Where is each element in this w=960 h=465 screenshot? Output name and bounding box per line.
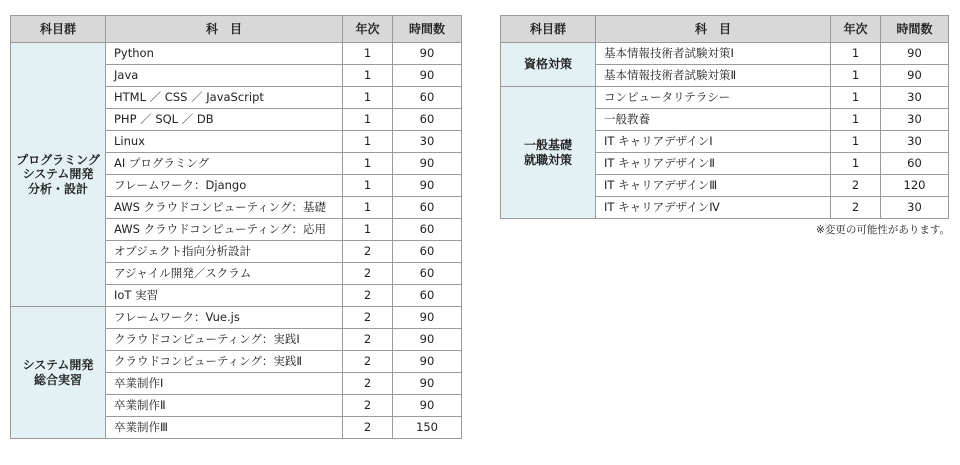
- hours-cell: 90: [393, 175, 462, 197]
- hours-cell: 60: [393, 263, 462, 285]
- hours-cell: 60: [393, 241, 462, 263]
- subject-cell: IT キャリアデザインⅢ: [596, 175, 831, 197]
- hours-cell: 90: [881, 65, 949, 87]
- subject-cell: 基本情報技術者試験対策Ⅱ: [596, 65, 831, 87]
- table-row: [11, 43, 462, 65]
- header-subject: 科 目: [106, 16, 343, 43]
- subject-cell: IT キャリアデザインⅠ: [596, 131, 831, 153]
- year-cell: 1: [343, 219, 393, 241]
- hours-cell: 120: [881, 175, 949, 197]
- hours-cell: 150: [393, 417, 462, 439]
- year-cell: 1: [343, 65, 393, 87]
- subject-cell: IoT 実習: [106, 285, 343, 307]
- year-cell: 1: [343, 87, 393, 109]
- hours-cell: 90: [393, 373, 462, 395]
- hours-cell: 90: [393, 153, 462, 175]
- year-cell: 2: [343, 395, 393, 417]
- subject-cell: AI プログラミング: [106, 153, 343, 175]
- subject-group-cell: [11, 43, 106, 307]
- year-cell: 1: [343, 109, 393, 131]
- subject-cell: 卒業制作Ⅰ: [106, 373, 343, 395]
- year-cell: 1: [343, 43, 393, 65]
- year-cell: 1: [831, 43, 881, 65]
- subject-cell: 卒業制作Ⅲ: [106, 417, 343, 439]
- subject-group-label: 一般基礎 就職対策: [523, 138, 572, 167]
- year-cell: 2: [343, 263, 393, 285]
- subject-cell: IT キャリアデザインⅣ: [596, 197, 831, 219]
- subject-group-label: 資格対策: [523, 57, 572, 72]
- subject-group-cell: [501, 87, 596, 219]
- table-row: [11, 307, 462, 329]
- subject-cell: クラウドコンピューティング：実践Ⅰ: [106, 329, 343, 351]
- hours-cell: 90: [393, 307, 462, 329]
- subject-cell: AWS クラウドコンピューティング：応用: [106, 219, 343, 241]
- year-cell: 2: [831, 175, 881, 197]
- hours-cell: 30: [881, 109, 949, 131]
- header-row: [11, 16, 462, 43]
- subject-cell: Java: [106, 65, 343, 87]
- subject-cell: オブジェクト指向分析設計: [106, 241, 343, 263]
- header-hours: 時間数: [393, 16, 462, 43]
- header-year: 年次: [343, 16, 393, 43]
- hours-cell: 60: [881, 153, 949, 175]
- year-cell: 1: [343, 153, 393, 175]
- subject-group-cell: [501, 43, 596, 87]
- hours-cell: 60: [393, 197, 462, 219]
- year-cell: 1: [343, 131, 393, 153]
- year-cell: 2: [343, 373, 393, 395]
- subject-cell: AWS クラウドコンピューティング：基礎: [106, 197, 343, 219]
- year-cell: 1: [831, 65, 881, 87]
- hours-cell: 90: [881, 43, 949, 65]
- year-cell: 1: [831, 131, 881, 153]
- header-year: 年次: [831, 16, 881, 43]
- hours-cell: 90: [393, 395, 462, 417]
- header-group: 科目群: [501, 16, 596, 43]
- subject-cell: クラウドコンピューティング：実践Ⅱ: [106, 351, 343, 373]
- subject-group-cell: [11, 307, 106, 439]
- year-cell: 1: [343, 197, 393, 219]
- curriculum-table-left: [10, 15, 462, 439]
- subject-group-label: システム開発 総合実習: [22, 358, 94, 387]
- hours-cell: 60: [393, 87, 462, 109]
- hours-cell: 90: [393, 65, 462, 87]
- header-row: [501, 16, 949, 43]
- hours-cell: 60: [393, 219, 462, 241]
- subject-cell: コンピュータリテラシー: [596, 87, 831, 109]
- subject-cell: 一般教養: [596, 109, 831, 131]
- subject-cell: 卒業制作Ⅱ: [106, 395, 343, 417]
- hours-cell: 30: [881, 87, 949, 109]
- hours-cell: 90: [393, 329, 462, 351]
- header-hours: 時間数: [881, 16, 949, 43]
- header-subject: 科 目: [596, 16, 831, 43]
- subject-group-label: プログラミング システム開発 分析・設計: [16, 152, 100, 196]
- header-group: 科目群: [11, 16, 106, 43]
- subject-cell: Python: [106, 43, 343, 65]
- year-cell: 1: [343, 175, 393, 197]
- hours-cell: 60: [393, 285, 462, 307]
- year-cell: 2: [343, 307, 393, 329]
- subject-cell: フレームワーク：Vue.js: [106, 307, 343, 329]
- subject-cell: Linux: [106, 131, 343, 153]
- change-notice: ※変更の可能性があります。: [816, 224, 950, 236]
- year-cell: 2: [831, 197, 881, 219]
- year-cell: 1: [831, 109, 881, 131]
- table-row: [501, 87, 949, 109]
- year-cell: 2: [343, 351, 393, 373]
- hours-cell: 60: [393, 109, 462, 131]
- year-cell: 2: [343, 285, 393, 307]
- table-row: [501, 43, 949, 65]
- hours-cell: 90: [393, 43, 462, 65]
- hours-cell: 30: [881, 197, 949, 219]
- year-cell: 1: [831, 153, 881, 175]
- hours-cell: 90: [393, 351, 462, 373]
- year-cell: 2: [343, 241, 393, 263]
- subject-cell: アジャイル開発／スクラム: [106, 263, 343, 285]
- curriculum-table-right: [500, 15, 949, 219]
- subject-cell: フレームワーク：Django: [106, 175, 343, 197]
- hours-cell: 30: [881, 131, 949, 153]
- subject-cell: IT キャリアデザインⅡ: [596, 153, 831, 175]
- year-cell: 1: [831, 87, 881, 109]
- subject-cell: 基本情報技術者試験対策Ⅰ: [596, 43, 831, 65]
- hours-cell: 30: [393, 131, 462, 153]
- year-cell: 2: [343, 417, 393, 439]
- subject-cell: PHP ／ SQL ／ DB: [106, 109, 343, 131]
- subject-cell: HTML ／ CSS ／ JavaScript: [106, 87, 343, 109]
- year-cell: 2: [343, 329, 393, 351]
